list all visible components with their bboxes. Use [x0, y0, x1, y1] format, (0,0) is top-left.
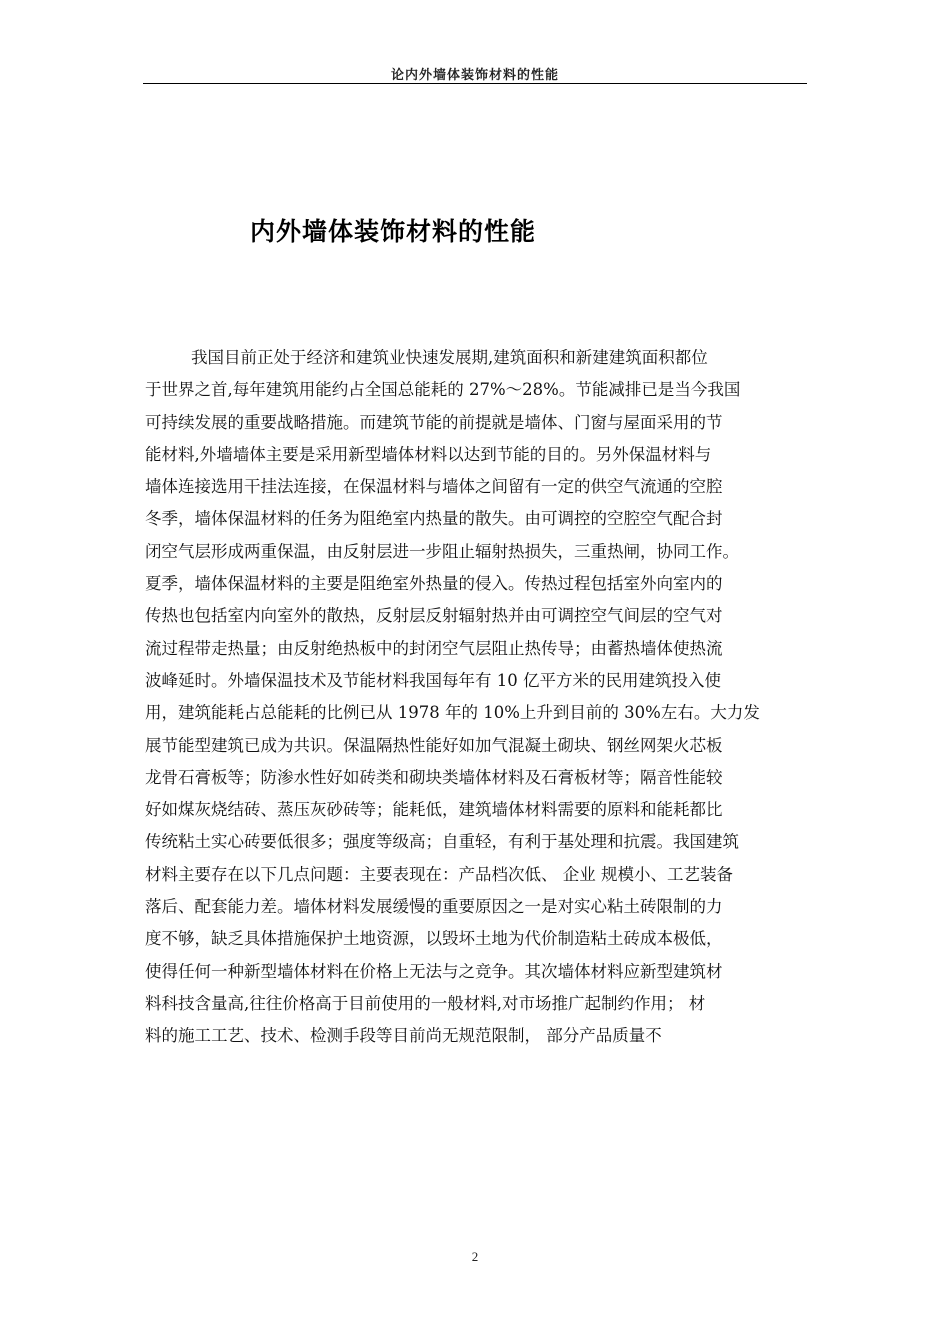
header-rule: [143, 83, 807, 84]
paragraph-line: 落后、配套能力差。墙体材料发展缓慢的重要原因之一是对实心粘土砖限制的力: [145, 897, 723, 917]
paragraph-line: 传统粘土实心砖要低很多；强度等级高；自重轻，有利于基处理和抗震。我国建筑: [145, 832, 739, 852]
running-header: 论内外墙体装饰材料的性能: [390, 68, 559, 83]
paragraph-line: 于世界之首,每年建筑用能约占全国总能耗的 27%～28%。节能减排已是当今我国: [145, 380, 741, 400]
paragraph-line: 冬季，墙体保温材料的任务为阻绝室内热量的散失。由可调控的空腔空气配合封: [145, 509, 723, 529]
paragraph-line: 波峰延时。外墙保温技术及节能材料我国每年有 10 亿平方米的民用建筑投入使: [145, 670, 721, 690]
paragraph-line: 可持续发展的重要战略措施。而建筑节能的前提就是墙体、门窗与屋面采用的节: [145, 412, 723, 432]
paragraph-line: 墙体连接选用干挂法连接，在保温材料与墙体之间留有一定的供空气流通的空腔: [145, 477, 723, 497]
document-title: 内外墙体装饰材料的性能: [250, 217, 537, 246]
paragraph-line: 用，建筑能耗占总能耗的比例已从 1978 年的 10%上升到目前的 30%左右。大力发: [145, 703, 760, 723]
body-paragraph: [145, 342, 815, 1053]
paragraph-line: 龙骨石膏板等；防渗水性好如砖类和砌块类墙体材料及石膏板材等；隔音性能较: [145, 767, 723, 787]
paragraph-line: 度不够，缺乏具体措施保护土地资源，以毁坏土地为代价制造粘土砖成本极低，: [145, 929, 723, 949]
paragraph-line: 能材料,外墙墙体主要是采用新型墙体材料以达到节能的目的。另外保温材料与: [145, 444, 712, 464]
paragraph-line: 材料主要存在以下几点问题：主要表现在：产品档次低、 企业 规模小、工艺装备: [145, 864, 733, 884]
paragraph-line: 使得任何一种新型墙体材料在价格上无法与之竞争。其次墙体材料应新型建筑材: [145, 961, 723, 981]
paragraph-line: 料科技含量高,往往价格高于目前使用的一般材料,对市场推广起制约作用； 材: [145, 993, 706, 1013]
page-number: 2: [471, 1249, 479, 1264]
paragraph-line: 夏季，墙体保温材料的主要是阻绝室外热量的侵入。传热过程包括室外向室内的: [145, 574, 723, 594]
paragraph-line: 展节能型建筑已成为共识。保温隔热性能好如加气混凝土砌块、钢丝网架火芯板: [145, 735, 723, 755]
paragraph-line: 我国目前正处于经济和建筑业快速发展期,建筑面积和新建建筑面积都位: [191, 348, 708, 367]
paragraph-line: 闭空气层形成两重保温，由反射层进一步阻止辐射热损失，三重热闸，协同工作。: [145, 541, 739, 561]
paragraph-line: 流过程带走热量；由反射绝热板中的封闭空气层阻止热传导；由蓄热墙体使热流: [145, 638, 723, 658]
paragraph-line: 传热也包括室内向室外的散热，反射层反射辐射热并由可调控空气间层的空气对: [145, 606, 723, 626]
paragraph-line: 好如煤灰烧结砖、蒸压灰砂砖等；能耗低，建筑墙体材料需要的原料和能耗都比: [145, 800, 723, 820]
paragraph-line: 料的施工工艺、技术、检测手段等目前尚无规范限制， 部分产品质量不: [145, 1026, 662, 1046]
